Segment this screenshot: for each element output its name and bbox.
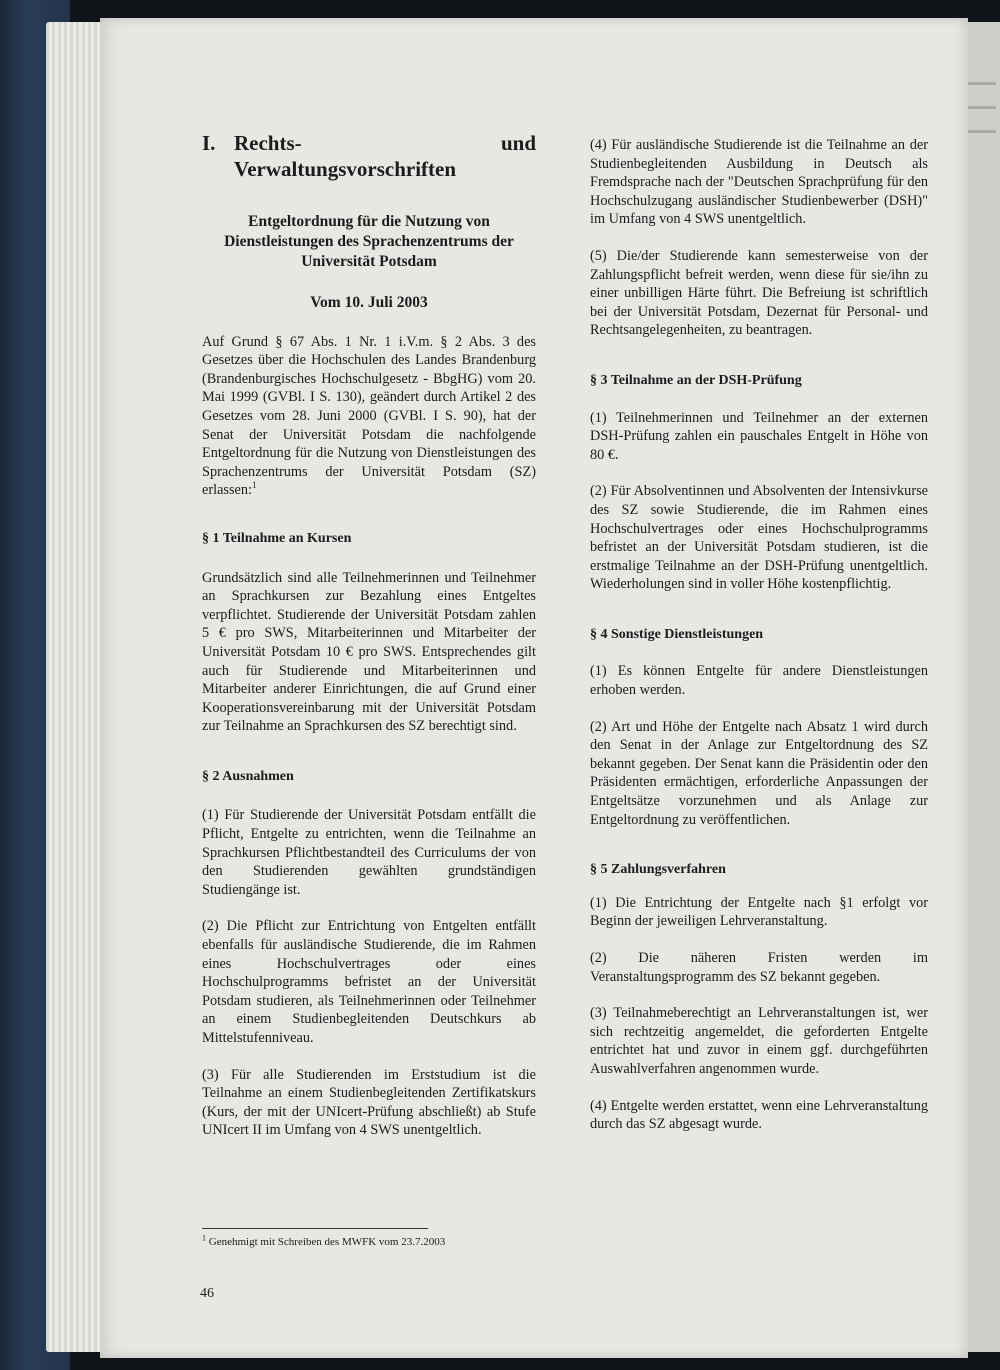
preamble-text: Auf Grund § 67 Abs. 1 Nr. 1 i.V.m. § 2 Abs. 3 des Gesetzes über die Hochschulen des Landes Brandenburg (Brandenburgisches Hochschulgesetz - BbgHG) vom 20. Mai 1999 (GVBl. I S. 130), geändert durch Artikel 2 des Gesetzes vom 28. Juni 2000 (GVBl. I S. 90), hat der Senat der Universität Potsdam die nachfolgende Entgeltordnung für die Nutzung von Dienstleistungen des Sprachenzentrums der Universität Potsdam (SZ) erlassen:	[202, 333, 536, 499]
section-2-paragraph-2: (2) Die Pflicht zur Entrichtung von Entgelten entfällt ebenfalls für ausländische Studierende, die im Rahmen eines Hochschulvertrages oder eines Hochschulprogramms befristet an der Universität Potsdam studieren, als Teilnehmerinnen oder Teilnehmer an einem Studienbegleitenden Deutschkurs ab Mittelstufenniveau.	[202, 918, 536, 1046]
part-number: I.	[202, 131, 216, 155]
part-title: Rechts- und Verwaltungsvorschriften	[234, 131, 536, 181]
footnote-text: Genehmigt mit Schreiben des MWFK vom 23.7.2003	[208, 1236, 446, 1248]
section-2-paragraph-1: (1) Für Studierende der Universität Potsdam entfällt die Pflicht, Entgelte zu entrichten, wenn die Teilnahme an Sprachkursen Pflichtbestandteil des Curriculums der von den Studierenden gewählten grundständigen Studiengänge ist.	[202, 807, 536, 898]
document-page	[100, 18, 968, 1358]
preamble	[202, 333, 536, 500]
section-5-heading: § 5 Zahlungsverfahren	[590, 862, 726, 878]
part-heading	[202, 130, 536, 182]
left-column	[202, 128, 536, 1140]
page-number: 46	[200, 1286, 214, 1301]
document-title: Entgeltordnung für die Nutzung von Dienstleistungen des Sprachenzentrums der Universität Potsdam	[224, 213, 514, 270]
section-2-heading: § 2 Ausnahmen	[202, 768, 294, 784]
section-4-paragraph-2: (2) Art und Höhe der Entgelte nach Absatz 1 wird durch den Senat in der Anlage zur Entgeltordnung des SZ bekannt gegeben. Der Senat kann die Präsidentin oder den Präsidenten ermächtigen, erforderliche Anpassungen der Entgeltsätze vorzunehmen und als Anlage zur Entgeltordnung zu veröffentlichen.	[590, 718, 928, 828]
section-1-heading: § 1 Teilnahme an Kursen	[202, 530, 352, 546]
section-4-heading: § 4 Sonstige Dienstleistungen	[590, 626, 764, 642]
section-1-paragraph-1: Grundsätzlich sind alle Teilnehmerinnen und Teilnehmer an Sprachkursen zur Bezahlung eines Entgeltes verpflichtet. Studierende der Universität Potsdam zahlen 5 € pro SWS, Mitarbeiterinnen und Mitarbeiter der Universität Potsdam 10 € pro SWS. Entsprechendes gilt auch für Studierende und Mitarbeiterinnen und Mitarbeiter anderer Einrichtungen, die auf Grund einer Kooperationsvereinbarung mit der Universität Potsdam zur Teilnahme an Sprachkursen des SZ berechtigt sind.	[202, 569, 536, 735]
section-2-paragraph-5: (5) Die/der Studierende kann semesterweise von der Zahlungspflicht befreit werden, wenn diese für sie/ihn zu einer unbilligen Härte führt. Die Befreiung ist schriftlich bei der Universität Potsdam, Dezernat für Personal- und Rechtsangelegenheiten, zu beantragen.	[590, 247, 928, 339]
section-5-paragraph-4: (4) Entgelte werden erstattet, wenn eine Lehrveranstaltung durch das SZ abgesagt wurde.	[590, 1097, 928, 1133]
section-3-paragraph-1: (1) Teilnehmerinnen und Teilnehmer an der externen DSH-Prüfung zahlen ein pauschales Entgelt in Höhe von 80 €.	[590, 409, 928, 463]
document-date: Vom 10. Juli 2003	[310, 294, 428, 311]
footnote-divider	[202, 1228, 428, 1229]
section-5-paragraph-3: (3) Teilnahmeberechtigt an Lehrveranstaltungen ist, wer sich rechtzeitig angemeldet, die geforderten Entgelte entrichtet hat und zuvor in einem ggf. durchgeführten Auswahlverfahren angenommen wurde.	[590, 1005, 928, 1077]
section-2-paragraph-4: (4) Für ausländische Studierende ist die Teilnahme an der Studienbegleitenden Ausbildung in Deutsch als Fremdsprache nach der "Deutschen Sprachprüfung für den Hochschulzugang ausländischer Studienbewerber (DSH)" im Umfang von 4 SWS unentgeltlich.	[590, 137, 928, 228]
section-2-paragraph-3: (3) Für alle Studierenden im Erststudium ist die Teilnahme an einem Studienbegleitenden Zertifikatskurs (Kurs, der mit der UNIcert-Prüfung abschließt) ab Stufe UNIcert II im Umfang von 4 SWS unentgeltlich.	[202, 1066, 536, 1139]
section-3-paragraph-2: (2) Für Absolventinnen und Absolventen der Intensivkurse des SZ sowie Studierende, die im Rahmen eines Hochschulvertrages oder eines Hochschulprogramms befristet an der Universität Potsdam studieren, ist die erstmalige Teilnahme an der DSH-Prüfung unentgeltlich. Wiederholungen sind in voller Höhe kostenpflichtig.	[590, 483, 928, 593]
footnote-mark: 1	[202, 1233, 206, 1243]
right-column	[590, 136, 928, 1134]
section-5-paragraph-1: (1) Die Entrichtung der Entgelte nach §1 erfolgt vor Beginn der jeweiligen Lehrveranstaltung.	[590, 894, 928, 930]
footnote-reference: 1	[252, 480, 257, 491]
section-3-heading: § 3 Teilnahme an der DSH-Prüfung	[590, 372, 802, 388]
footnote	[202, 1235, 445, 1249]
section-5-paragraph-2: (2) Die näheren Fristen werden im Veranstaltungsprogramm des SZ bekannt gegeben.	[590, 950, 928, 985]
section-4-paragraph-1: (1) Es können Entgelte für andere Dienstleistungen erhoben werden.	[590, 663, 928, 699]
